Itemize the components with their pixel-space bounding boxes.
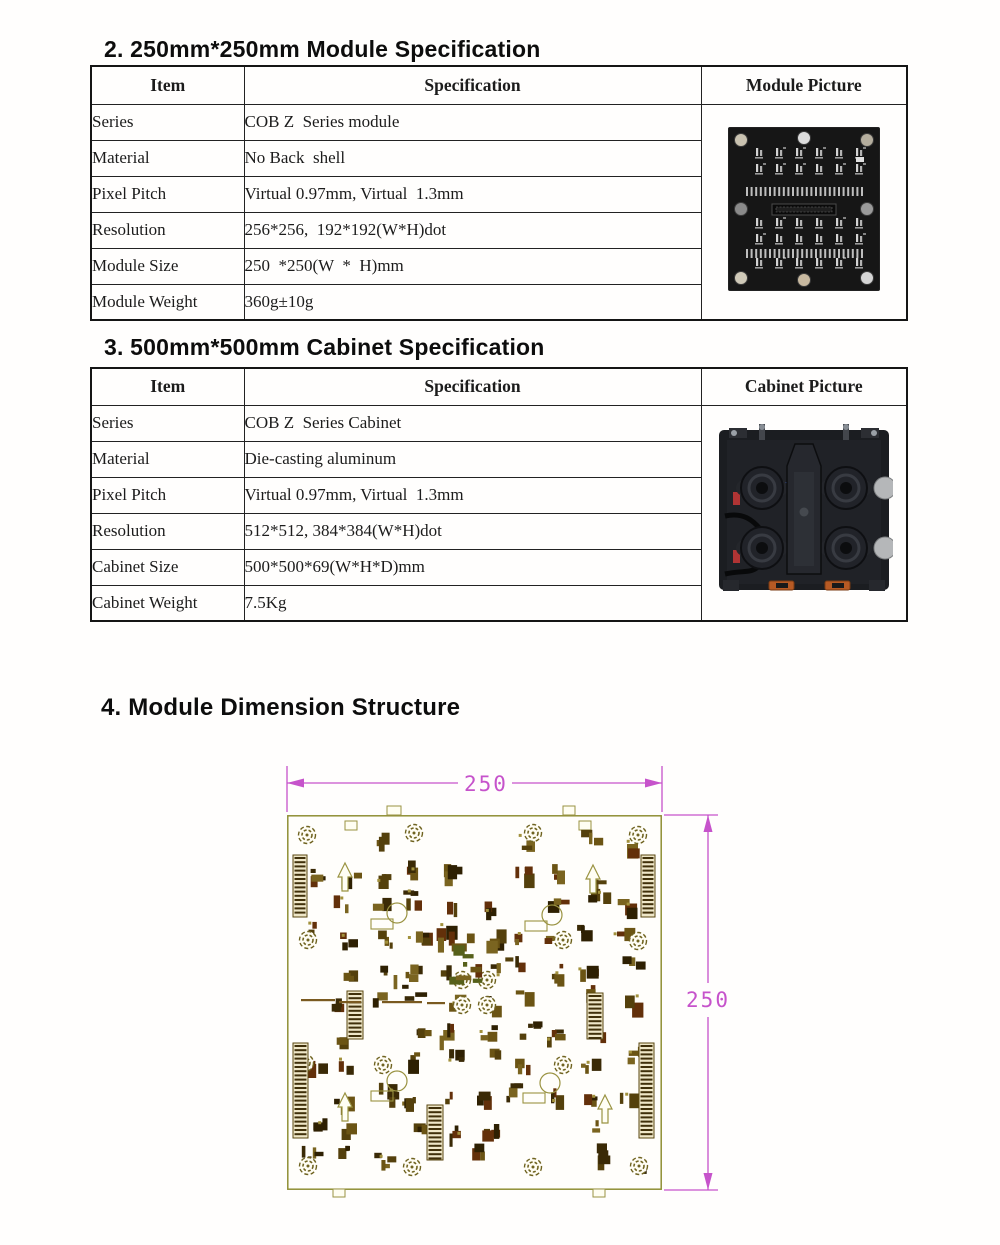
cabinet-picture-cell [701, 405, 907, 621]
col-header-specification: Specification [244, 66, 701, 104]
module-picture-cell [701, 104, 907, 320]
cabinet-section-heading: 3. 500mm*500mm Cabinet Specification [104, 334, 545, 360]
row-label: Resolution [91, 212, 244, 248]
row-label: Cabinet Size [91, 549, 244, 585]
row-value: 7.5Kg [244, 585, 701, 621]
row-value: No Back shell [244, 140, 701, 176]
table-header-row [91, 368, 907, 405]
arrowhead-right-icon [645, 779, 662, 788]
table-header-row [91, 66, 907, 104]
row-label: Material [91, 140, 244, 176]
col-header-item: Item [91, 368, 244, 405]
table-row [91, 405, 907, 441]
dimension-section-heading: 4. Module Dimension Structure [101, 694, 461, 721]
table-row [91, 104, 907, 140]
row-value: 360g±10g [244, 284, 701, 320]
height-dimension-label: 250 [686, 988, 730, 1012]
row-value: COB Z Series module [244, 104, 701, 140]
col-header-specification: Specification [244, 368, 701, 405]
module-spec-table [90, 65, 908, 321]
row-value: Die-casting aluminum [244, 441, 701, 477]
row-value: Virtual 0.97mm, Virtual 1.3mm [244, 477, 701, 513]
row-label: Cabinet Weight [91, 585, 244, 621]
cabinet-back-photo [715, 424, 893, 596]
row-value: 512*512, 384*384(W*H)dot [244, 513, 701, 549]
row-value: Virtual 0.97mm, Virtual 1.3mm [244, 176, 701, 212]
row-label: Pixel Pitch [91, 176, 244, 212]
arrowhead-up-icon [704, 815, 713, 832]
cabinet-spec-table [90, 367, 908, 622]
row-value: COB Z Series Cabinet [244, 405, 701, 441]
row-value: 250 *250(W * H)mm [244, 248, 701, 284]
width-dimension-label: 250 [464, 772, 508, 796]
row-value: 256*256, 192*192(W*H)dot [244, 212, 701, 248]
row-label: Series [91, 405, 244, 441]
col-header-module-picture: Module Picture [701, 66, 907, 104]
row-label: Module Size [91, 248, 244, 284]
row-label: Material [91, 441, 244, 477]
arrowhead-down-icon [704, 1173, 713, 1190]
module-section-heading: 2. 250mm*250mm Module Specification [104, 36, 541, 62]
module-pcb-layout-drawing [287, 815, 662, 1190]
col-header-cabinet-picture: Cabinet Picture [701, 368, 907, 405]
arrowhead-left-icon [287, 779, 304, 788]
row-label: Module Weight [91, 284, 244, 320]
row-label: Resolution [91, 513, 244, 549]
module-pcb-photo [728, 127, 880, 291]
col-header-item: Item [91, 66, 244, 104]
row-value: 500*500*69(W*H*D)mm [244, 549, 701, 585]
row-label: Series [91, 104, 244, 140]
row-label: Pixel Pitch [91, 477, 244, 513]
